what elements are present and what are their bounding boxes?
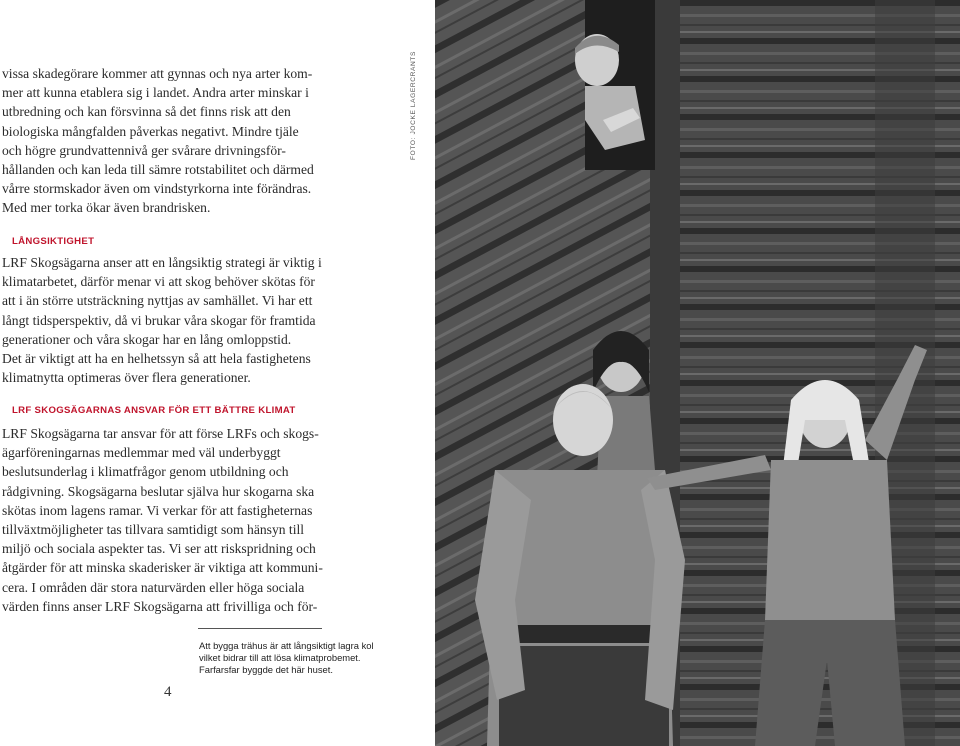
text-line: klimatnytta optimeras över flera generationer. [2, 370, 251, 386]
photo-illustration [435, 0, 960, 746]
page-number: 4 [164, 684, 172, 700]
text-line: ägarföreningarnas medlemmar med väl underbyggt [2, 445, 281, 461]
family-photo [435, 0, 960, 746]
text-line: tillväxtmöjligheter tas tillvara samtidigt som hänsyn till [2, 522, 305, 538]
text-line: och högre grundvattennivå ger svårare drivningsför- [2, 142, 286, 158]
intro-paragraph [2, 64, 338, 218]
caption-line: Farfarsfar byggde det här huset. [199, 664, 333, 675]
text-line: miljö och sociala aspekter tas. Vi ser att riskspridning och [2, 541, 316, 557]
caption-line: Att bygga trähus är att långsiktigt lagra kol [199, 640, 374, 651]
text-line: vårre stormskador även om vindstyrkorna inte förändras. [2, 181, 312, 197]
text-line: värden finns anser LRF Skogsägarna att frivilliga och för- [2, 598, 318, 614]
text-line: biologiska mångfalden påverkas negativt. Mindre tjäle [2, 123, 299, 139]
text-line: mer att kunna etablera sig i landet. Andra arter minskar i [2, 85, 309, 101]
section-heading-responsibility: LRF SKOGSÄGARNAS ANSVAR FÖR ETT BÄTTRE KLIMAT [12, 405, 296, 416]
caption-divider [198, 628, 322, 629]
text-line: beslutsunderlag i klimatfrågor genom utbildning och [2, 464, 289, 480]
photo-caption [199, 640, 419, 676]
text-line: LRF Skogsägarna anser att en långsiktig strategi är viktig i [2, 255, 322, 270]
text-line: generationer och våra skogar har en lång omloppstid. [2, 331, 292, 347]
text-line: vissa skadegörare kommer att gynnas och nya arter kom- [2, 66, 313, 81]
text-line: skötas inom lagens ramar. Vi verkar för att fastigheternas [2, 502, 313, 518]
text-line: hållanden och kan leda till sämre rotstabilitet och därmed [2, 162, 314, 178]
text-column [0, 0, 420, 746]
text-line: klimatarbetet, därför menar vi att skog behöver skötas för [2, 274, 315, 290]
text-line: Det är viktigt att ha en helhetssyn så att hela fastighetens [2, 351, 311, 367]
section-heading-longterm: LÅNGSIKTIGHET [12, 236, 95, 247]
caption-line: vilket bidrar till att lösa klimatprobemet. [199, 652, 361, 663]
text-line: cera. I områden där stora naturvärden eller höga sociala [2, 579, 305, 595]
text-line: åtgärder för att minska skaderisker är viktiga att kommuni- [2, 560, 323, 576]
responsibility-paragraph [2, 424, 338, 616]
text-line: LRF Skogsägarna tar ansvar för att förse LRFs och skogs- [2, 426, 319, 441]
text-line: långt tidsperspektiv, då vi brukar våra skogar för framtida [2, 312, 316, 328]
longterm-paragraph [2, 253, 338, 387]
text-line: utbredning och kan försvinna så det finns risk att den [2, 104, 291, 120]
text-line: rådgivning. Skogsägarna beslutar själva hur skogarna ska [2, 483, 315, 499]
text-line: Med mer torka ökar även brandrisken. [2, 200, 211, 216]
text-line: att i än större utsträckning nyttjas av samhället. Vi har ett [2, 293, 313, 309]
photo-credit: FOTO: JOCKE LAGERCRANTS [410, 51, 417, 160]
